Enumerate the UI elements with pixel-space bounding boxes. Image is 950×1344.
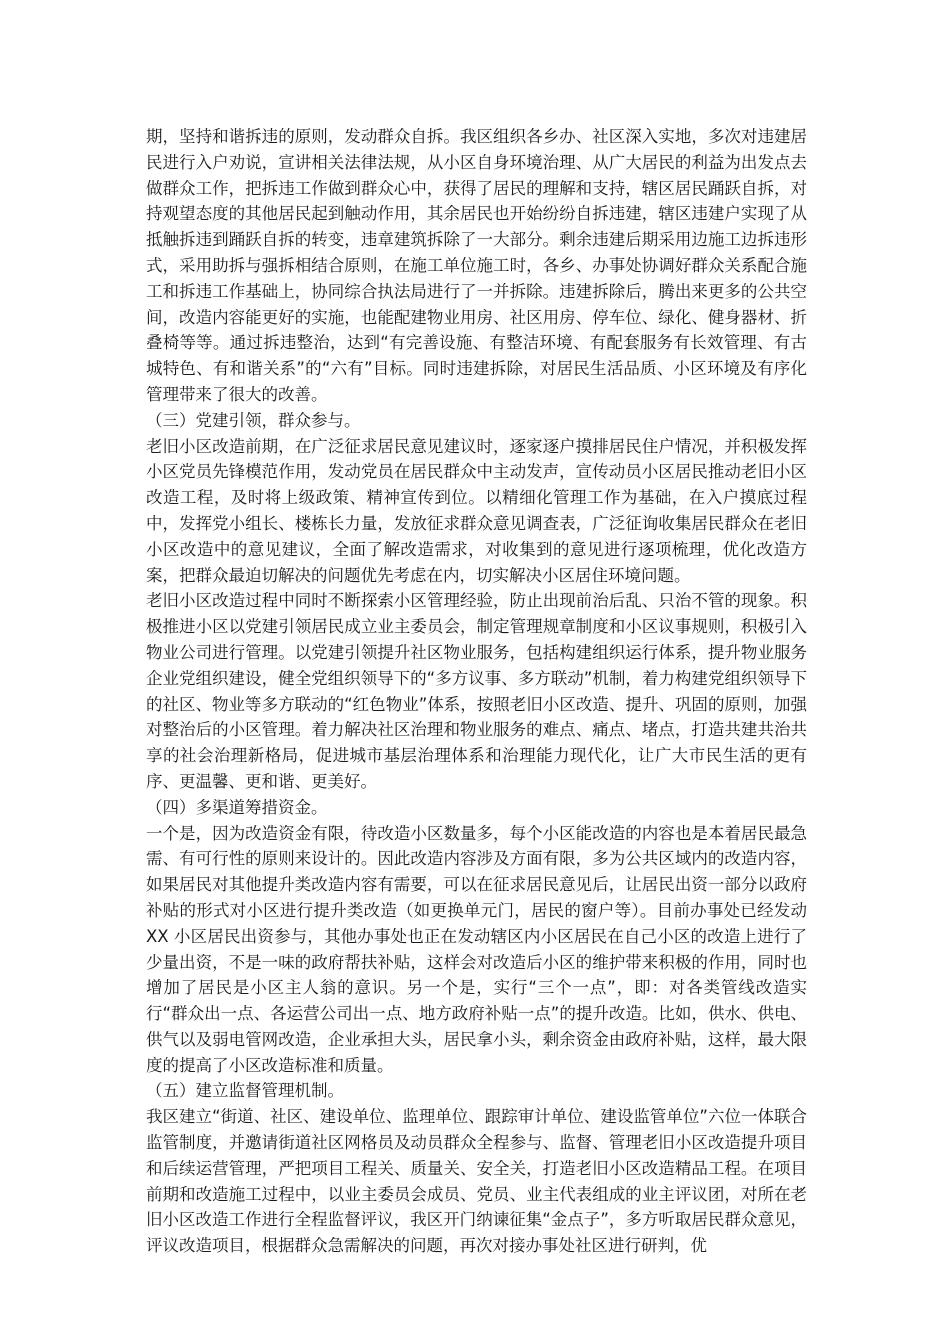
body-paragraph-1: 期，坚持和谐拆违的原则，发动群众自拆。我区组织各乡办、社区深入实地，多次对违建居民进行入户劝说，宣讲相关法律法规，从小区自身环境治理、从广大居民的利益为出发点去做群众工作，把拆违工作做到群众心中，获得了居民的理解和支持，辖区居民踊跃自拆，对持观望态度的其他居民起到触动作用，其余居民也开始纷纷自拆违建，辖区违建户实现了从抵触拆违到踊跃自拆的转变，违章建筑拆除了一大部分。剩余违建后期采用边施工边拆违形式，采用助拆与强拆相结合原则，在施工单位施工时，各乡、办事处协调好群众关系配合施工和拆违工作基础上，协同综合执法局进行了一并拆除。违建拆除后，腾出来更多的公共空间，改造内容能更好的实施，也能配建物业用房、社区用房、停车位、绿化、健身器材、折叠椅等等。通过拆违整治，达到“有完善设施、有整洁环境、有配套服务有长效管理、有古城特色、有和谐关系”的“六有”目标。同时违建拆除，对居民生活品质、小区环境及有序化管理带来了很大的改善。 (146, 127, 807, 404)
section-heading-4: （四）多渠道筹措资金。 (146, 797, 328, 817)
body-paragraph-5: 我区建立“街道、社区、建设单位、监理单位、跟踪审计单位、建设监管单位”六位一体联合监管制度，并邀请街道社区网格员及动员群众全程参与、监督、管理老旧小区改造提升项目和后续运营管理，严把项目工程关、质量关、安全关，打造老旧小区改造精品工程。在项目前期和改造施工过程中，以业主委员会成员、党员、业主代表组成的业主评议团，对所在老旧小区改造工作进行全程监督评议，我区开门纳谏征集“金点子”，多方听取居民群众意见，评议改造项目，根据群众急需解决的问题，再次对接办事处社区进行研判，优 (146, 1107, 807, 1256)
body-paragraph-2: 老旧小区改造前期，在广泛征求居民意见建议时，逐家逐户摸排居民住户情况，并积极发挥小区党员先锋模范作用，发动党员在居民群众中主动发声，宣传动员小区居民推动老旧小区改造工程，及时将上级政策、精神宣传到位。以精细化管理工作为基础，在入户摸底过程中，发挥党小组长、楼栋长力量，发放征求群众意见调查表，广泛征询收集居民群众在老旧小区改造中的意见建议，全面了解改造需求，对收集到的意见进行逐项梳理，优化改造方案，把群众最迫切解决的问题优先考虑在内，切实解决小区居住环境问题。 (146, 436, 807, 585)
body-paragraph-4: 一个是，因为改造资金有限，待改造小区数量多，每个小区能改造的内容也是本着居民最急需、有可行性的原则来设计的。因此改造内容涉及方面有限，多为公共区域内的改造内容，如果居民对其他提升类改造内容有需要，可以在征求居民意见后，让居民出资一部分以政府补贴的形式对小区进行提升类改造（如更换单元门，居民的窗户等）。目前办事处已经发动 XX 小区居民出资参与，其他办事处也正在发动辖区内小区居民在自己小区的改造上进行了少量出资，不是一味的政府帮扶补贴，这样会对改造后小区的维护带来积极的作用，同时也增加了居民是小区主人翁的意识。另一个是，实行“三个一点”，即：对各类管线改造实行“群众出一点、各运营公司出一点、地方政府补贴一点”的提升改造。比如，供水、供电、供气以及弱电管网改造，企业承担大头，居民拿小头，剩余资金由政府补贴，这样，最大限度的提高了小区改造标准和质量。 (146, 823, 807, 1075)
section-heading-5: （五）建立监督管理机制。 (146, 1081, 344, 1101)
body-paragraph-3: 老旧小区改造过程中同时不断探索小区管理经验，防止出现前治后乱、只治不管的现象。积极推进小区以党建引领居民成立业主委员会，制定管理规章制度和小区议事规则，积极引入物业公司进行管理。以党建引领提升社区物业服务，包括构建组织运行体系，提升物业服务企业党组织建设，健全党组织领导下的“多方议事、多方联动”机制，着力构建党组织领导下的社区、物业等多方联动的“红色物业”体系，按照老旧小区改造、提升、巩固的原则，加强对整治后的小区管理。着力解决社区治理和物业服务的难点、痛点、堵点，打造共建共治共享的社会治理新格局，促进城市基层治理体系和治理能力现代化，让广大市民生活的更有序、更温馨、更和谐、更美好。 (146, 591, 807, 791)
section-heading-3: （三）党建引领，群众参与。 (146, 410, 361, 430)
document-page (146, 124, 807, 1259)
